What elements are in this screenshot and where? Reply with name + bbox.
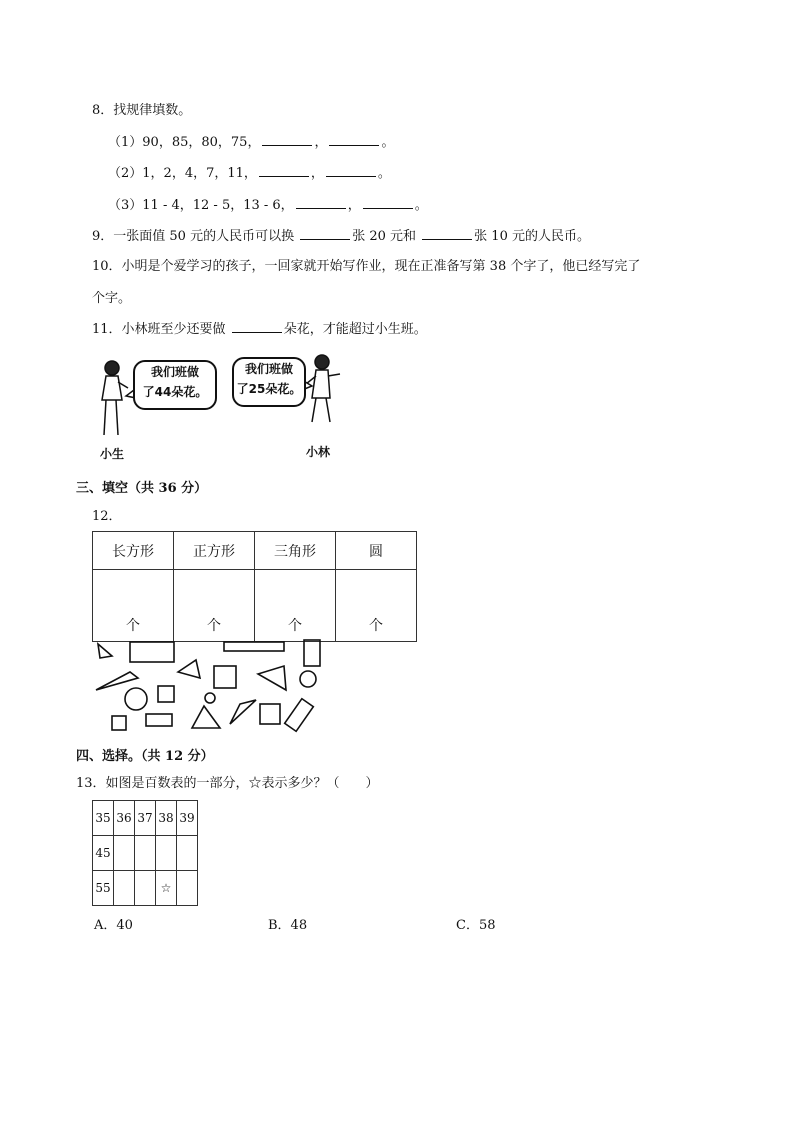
grid-cell	[177, 836, 198, 871]
q8-part1-text: （1）90，85，80，75，	[108, 135, 261, 150]
square-shape	[214, 666, 236, 688]
rectangle-shape	[130, 642, 174, 662]
q11-illustration	[90, 350, 360, 450]
answer-blank[interactable]	[329, 133, 379, 146]
answer-blank[interactable]	[259, 164, 309, 177]
star-cell: ☆	[156, 871, 177, 906]
section-heading: 三、填空（共 36 分）	[76, 481, 208, 496]
triangle-shape	[178, 660, 200, 678]
bubble-text: 了25朵花。	[236, 382, 302, 396]
header-square: 正方形	[174, 532, 255, 570]
period: 。	[414, 198, 428, 213]
option-a[interactable]: A．40	[94, 918, 133, 933]
triangle-shape	[192, 706, 220, 728]
grid-cell: 39	[177, 801, 198, 836]
answer-blank[interactable]	[326, 164, 376, 177]
boy-figure	[306, 355, 340, 422]
grid-cell	[135, 836, 156, 871]
period: 。	[377, 166, 391, 181]
q13-question: 13．如图是百数表的一部分，☆表示多少？（ ）	[76, 776, 379, 791]
q10-line2	[92, 289, 131, 308]
grid-cell: 36	[114, 801, 135, 836]
header-circle: 圆	[336, 532, 417, 570]
name-label-right: 小林	[306, 445, 331, 459]
rectangle-shape	[285, 699, 314, 732]
q8-part3	[108, 196, 428, 215]
grid-cell	[114, 836, 135, 871]
shapes-figure	[92, 636, 332, 736]
comma: ，	[314, 135, 328, 150]
rectangle-shape	[304, 640, 320, 666]
grid-cell: 35	[93, 801, 114, 836]
triangle-shape	[96, 672, 138, 690]
q10-line1: 10．小明是个爱学习的孩子，一回家就开始写作业，现在正准备写第 38 个字了，他已经写完了	[92, 259, 641, 274]
q9	[92, 227, 590, 246]
count-cell[interactable]: 个	[93, 570, 174, 642]
period: 。	[381, 135, 395, 150]
grid-cell: 45	[93, 836, 114, 871]
option-c[interactable]: C．58	[456, 918, 496, 933]
header-rectangle: 长方形	[93, 532, 174, 570]
shape-count-table	[92, 531, 417, 642]
bubble-text: 我们班做	[244, 362, 293, 376]
speech-bubble-right	[232, 357, 306, 407]
circle-shape	[205, 693, 215, 703]
grid-cell: 55	[93, 871, 114, 906]
q9-text-c: 张 10 元的人民币。	[474, 229, 590, 244]
q11	[92, 320, 427, 339]
square-shape	[158, 686, 174, 702]
grid-cell: 38	[156, 801, 177, 836]
grid-cell	[114, 871, 135, 906]
grid-cell	[177, 871, 198, 906]
count-cell[interactable]: 个	[336, 570, 417, 642]
triangle-shape	[98, 644, 112, 658]
q12-number: 12．	[92, 509, 122, 524]
q8-part2	[108, 164, 391, 183]
q10-text: 个字。	[92, 291, 132, 306]
speech-bubble-left	[133, 360, 217, 410]
grid-cell	[135, 871, 156, 906]
count-cell[interactable]: 个	[255, 570, 336, 642]
q8-part3-text: （3）11 - 4，12 - 5，13 - 6，	[108, 198, 294, 213]
answer-blank[interactable]	[262, 133, 312, 146]
q8-part1	[108, 133, 394, 152]
q9-text-b: 张 20 元和	[352, 229, 421, 244]
q8-part2-text: （2）1，2，4，7，11，	[108, 166, 257, 181]
triangle-shape	[258, 666, 286, 690]
square-shape	[112, 716, 126, 730]
answer-blank[interactable]	[300, 227, 350, 240]
rectangle-shape	[224, 642, 284, 651]
count-cell[interactable]: 个	[174, 570, 255, 642]
section-heading: 四、选择。（共 12 分）	[76, 749, 214, 764]
q11-text-a: 11．小林班至少还要做	[92, 322, 230, 337]
answer-blank[interactable]	[422, 227, 472, 240]
girl-figure	[102, 361, 128, 435]
bubble-text: 了44朵花。	[142, 385, 208, 399]
name-label-left: 小生	[100, 447, 125, 461]
answer-blank[interactable]	[363, 196, 413, 209]
comma: ，	[347, 198, 361, 213]
header-triangle: 三角形	[255, 532, 336, 570]
comma: ，	[310, 166, 324, 181]
answer-blank[interactable]	[296, 196, 346, 209]
bubble-text: 我们班做	[150, 365, 199, 379]
grid-cell: 37	[135, 801, 156, 836]
square-shape	[260, 704, 280, 724]
triangle-shape	[230, 700, 256, 724]
q9-text-a: 9．一张面值 50 元的人民币可以换	[92, 229, 299, 244]
circle-shape	[300, 671, 316, 687]
q11-text-b: 朵花，才能超过小生班。	[283, 322, 427, 337]
grid-cell	[156, 836, 177, 871]
answer-blank[interactable]	[232, 320, 282, 333]
option-b[interactable]: B．48	[268, 918, 308, 933]
rectangle-shape	[146, 714, 172, 726]
q8-title: 8．找规律填数。	[92, 103, 192, 118]
hundred-chart-fragment	[92, 800, 198, 906]
circle-shape	[125, 688, 147, 710]
